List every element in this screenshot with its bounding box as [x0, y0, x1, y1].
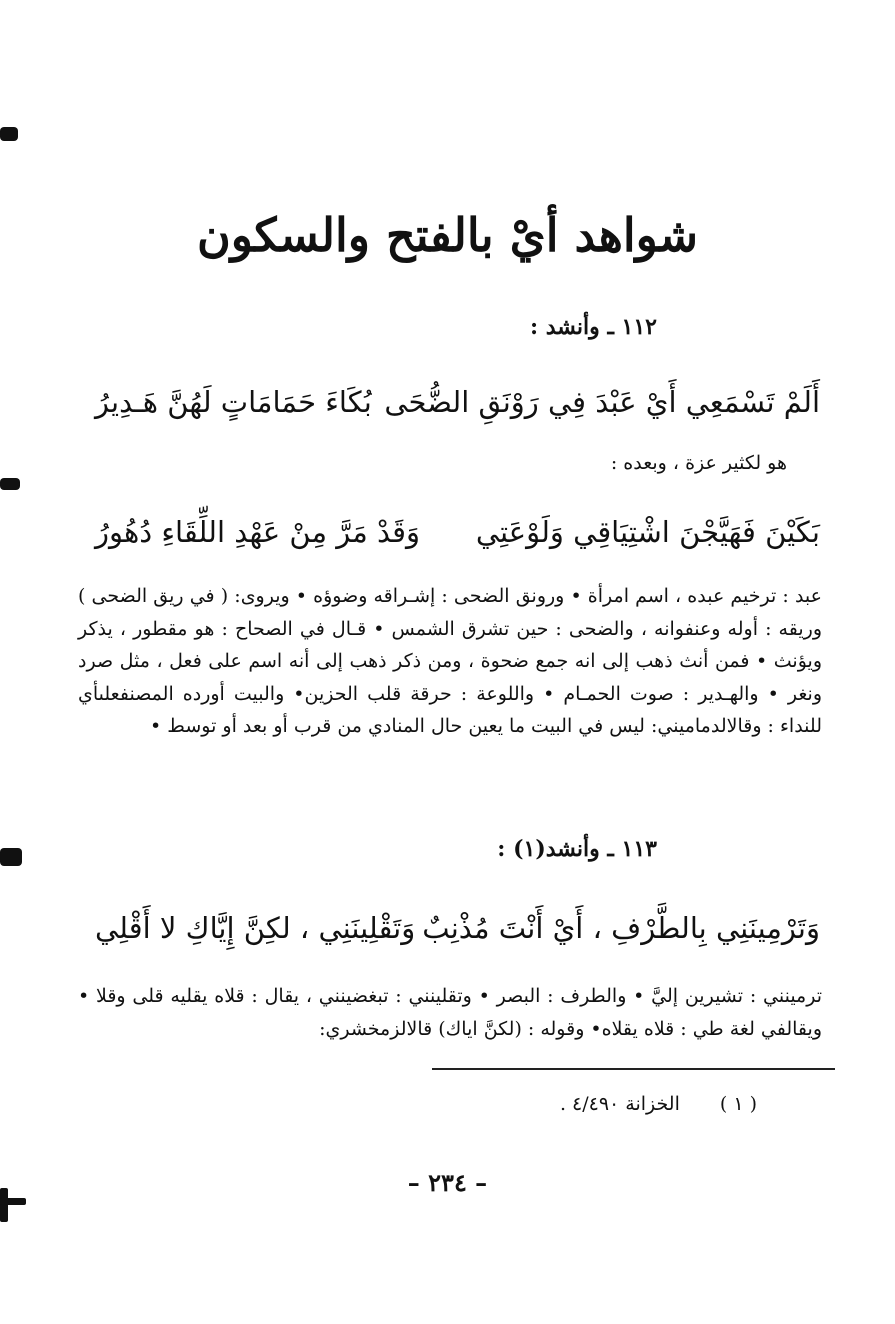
footnote-number: ( ١ ): [719, 1093, 757, 1115]
footnote-divider: [432, 1068, 835, 1070]
footnote: [560, 1093, 757, 1115]
verse-first-hemistich: أَلَمْ تَسْمَعِي أَيْ عَبْدَ فِي رَوْنَقِ الضُّحَى: [384, 385, 820, 419]
verse-second-hemistich: وَتَقْلِينَنِي ، لكِنَّ إِيَّاكِ لا أَقْلِي: [95, 911, 416, 945]
page-number: – ٢٣٤ –: [407, 1168, 488, 1197]
verse-line: [95, 898, 820, 958]
commentary-paragraph: ترمينني : تشيرين إليَّ • والطرف : البصر • وتقلينني : تبغضينني ، يقال : قلاه يقليه قلى وقلا • ويقالفي لغة طي : قلاه يقلاه• وقوله : (لكنَّ اياك) قالالزمخشري:: [78, 985, 822, 1040]
attribution-note: هو لكثير عزة ، وبعده :: [610, 452, 787, 474]
scan-edge-mark: [0, 127, 18, 141]
verse-second-hemistich: وَقَدْ مَرَّ مِنْ عَهْدِ اللِّقَاءِ دُهُورُ: [95, 515, 421, 549]
verse-first-hemistich: بَكَيْنَ فَهَيَّجْنَ اشْتِيَاقِي وَلَوْعَتِي: [475, 515, 820, 549]
scan-edge-mark: [0, 848, 22, 866]
verse-line: [95, 372, 820, 432]
scan-edge-mark: [0, 478, 20, 490]
commentary-paragraph: عبد : ترخيم عبده ، اسم امرأة • ورونق الضحى : إشـراقه وضوؤه • ويروى: ( في ريق الضحى ) وريقه : أوله وعنفوانه ، والضحى : حين تشرق الشمس • قـال في الصحاح : هو مقطور ، يذكر ويؤنث • فمن أنث ذهب إلى انه جمع ضحوة ، ومن ذكر ذهب إلى أنه اسم على فعل ، مثل صرد ونغر • والهـدير : صوت الحمـام • واللوعة : حرقة قلب الحزين• والبيت أورده المصنفعلىأي للنداء : وقالالدماميني: ليس في البيت ما يعين حال المنادي من قرب أو بعد أو توسط •: [78, 585, 822, 737]
verse-second-hemistich: بُكَاءَ حَمَامَاتٍ لَهُنَّ هَـدِيرُ: [95, 385, 372, 419]
entry-heading: ١١٢ ـ وأنشد :: [529, 314, 657, 340]
section-title: شواهد أيْ بالفتح والسكون: [197, 208, 698, 262]
footnote-text: الخزانة ٤/٤٩٠ .: [559, 1093, 680, 1115]
entry-heading: ١١٣ ـ وأنشد(١) :: [497, 836, 657, 862]
verse-first-hemistich: وَتَرْمِينَنِي بِالطَّرْفِ ، أَيْ أَنْتَ مُذْنِبٌ: [422, 911, 820, 945]
verse-line: [95, 502, 820, 562]
scan-edge-mark: [0, 1198, 26, 1205]
